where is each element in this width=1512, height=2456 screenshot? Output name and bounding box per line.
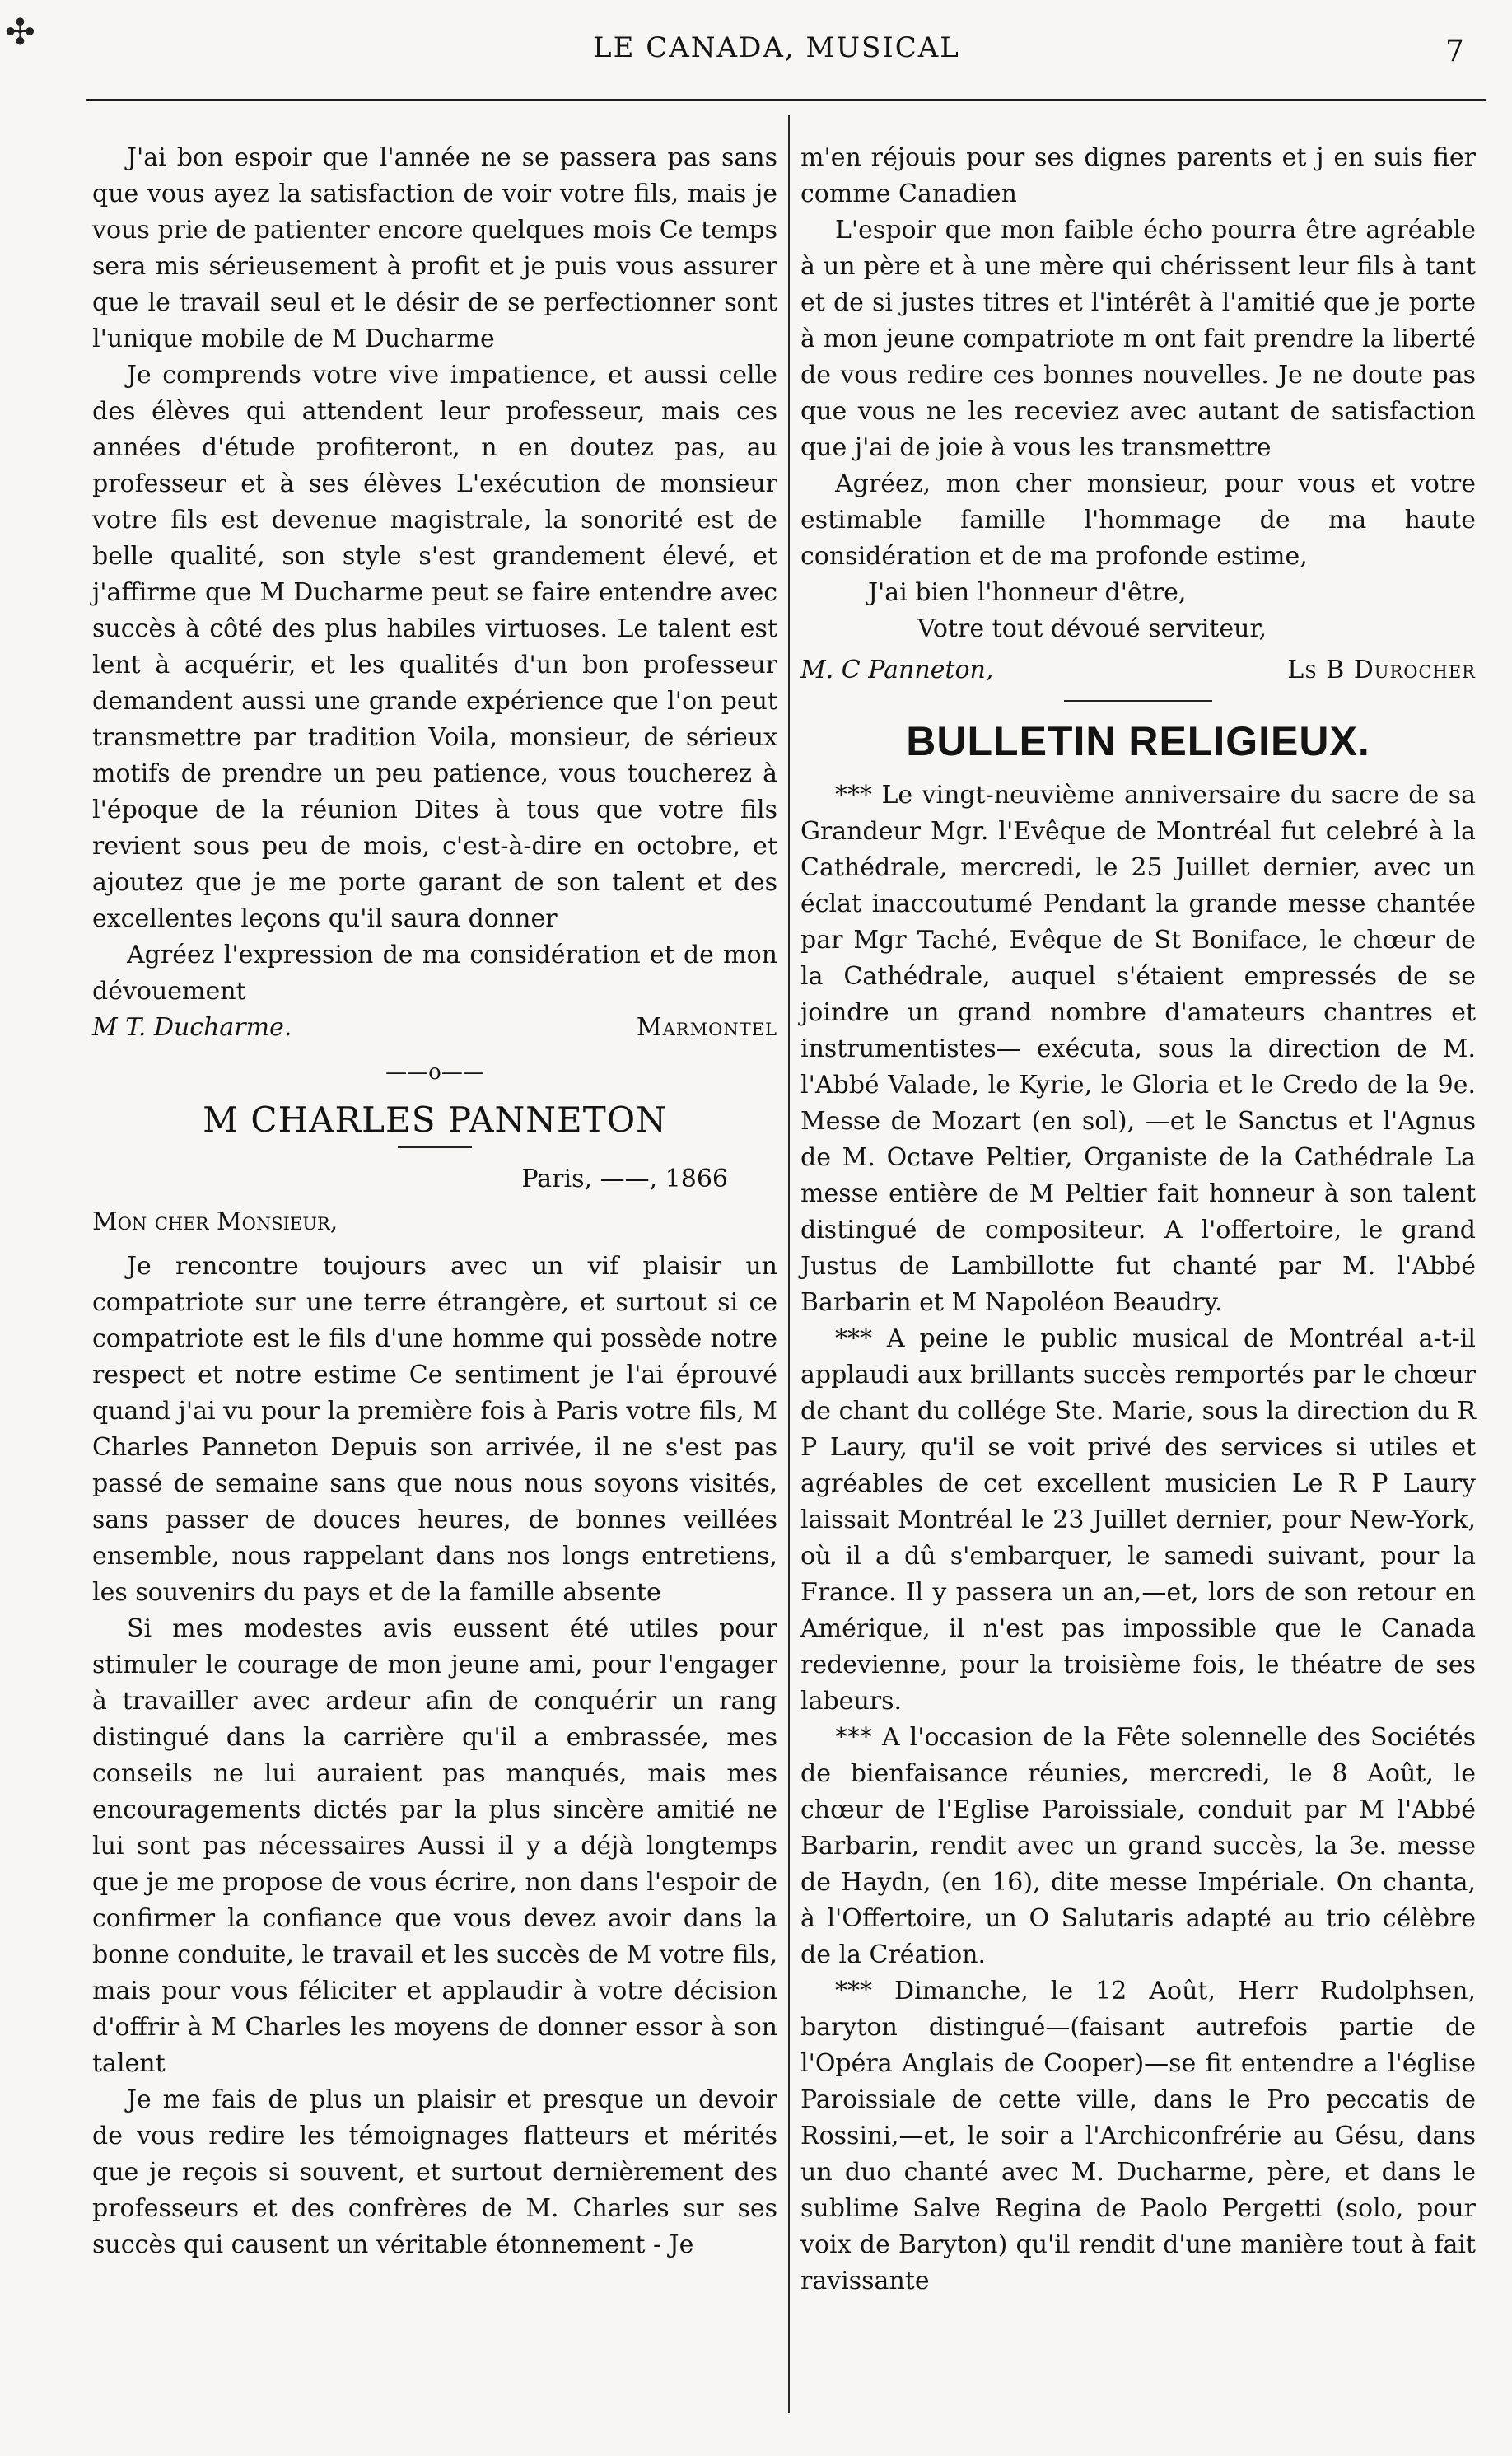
separator: ——o—— [385,1060,484,1085]
signature-left: M. C Panneton, [800,656,994,684]
paragraph: Je rencontre toujours avec un vif plaisir un compatriote sur une terre étrangère, et surtout si ce compatriote est le fils d'une homme qui possède notre respect et notre estime Ce sentiment je l'ai éprouvé quand j'ai vu pour la première fois à Paris votre fils, M Charles Panneton Depuis son arrivée, il ne s'est pas passé de semaine sans que nous nous soyons visités, sans passer de douces heures, de bonnes veillées ensemble, nous rappelant dans nos longs entretiens, les souvenirs du pays et de la famille absente [92,1252,777,1607]
paragraph: J'ai bon espoir que l'année ne se passera pas sans que vous ayez la satisfaction de voir votre fils, mais je vous prie de patienter encore quelques mois Ce temps sera mis sérieusement à profit et je puis vous assurer que le travail seul et le désir de se perfectionner sont l'unique mobile de M Ducharme [92,143,777,353]
letter-signature [92,1010,777,1046]
right-column [800,140,1476,2300]
title-rule [398,1146,472,1148]
paragraph: Je me fais de plus un plaisir et presque un devoir de vous redire les témoignages flatteurs et mérités que je reçois si souvent, et surtout dernièrement des professeurs et des confrères de M. Charles sur ses succès qui causent un véritable étonnement - Je [92,2085,777,2259]
section-rule [1064,700,1212,702]
header-rule [86,99,1486,101]
page-number: 7 [1445,35,1464,68]
left-column [92,140,777,2263]
running-head: LE CANADA, MUSICAL [593,31,960,64]
paragraph: Agréez l'expression de ma considération et de mon dévouement [92,941,777,1006]
paragraph: *** A l'occasion de la Fête solennelle des Sociétés de bienfaisance réunies, mercredi, le 8 Août, le chœur de l'Eglise Paroissiale, conduit par M l'Abbé Barbarin, rendit avec un grand succès, la 3e. messe de Haydn, (en 16), dite messe Impériale. On chanta, à l'Offertoire, un O Salutaris adapté au trio célèbre de la Création. [800,1723,1476,1969]
ornament-icon: ✣ [5,12,35,54]
closing-line: Votre tout dévoué serviteur, [917,614,1267,643]
paragraph: m'en réjouis pour ses dignes parents et j en suis fier comme Canadien [800,143,1476,208]
article-title: M CHARLES PANNETON [203,1100,667,1140]
signature-right: Ls B Durocher [1287,656,1476,684]
paragraph: Si mes modestes avis eussent été utiles pour stimuler le courage de mon jeune ami, pour l'engager à travailler avec ardeur afin de conquérir un rang distingué dans la carrière qu'il a embrassée, mes conseils ne lui auraient pas manqués, mais mes encouragements dictés par la plus sincère amitié ne lui sont pas nécessaires Aussi il y a déjà longtemps que je me propose de vous écrire, non dans l'espoir de confirmer la confiance que vous devez avoir dans la bonne conduite, le travail et les succès de M votre fils, mais pour vous féliciter et applaudir à votre décision d'offrir à M Charles les moyens de donner essor à son talent [92,1614,777,2078]
paragraph: Je comprends votre vive impatience, et aussi celle des élèves qui attendent leur professeur, mais ces années d'étude profiteront, n en doutez pas, au professeur et à ses élèves L'exécution de monsieur votre fils est devenue magistrale, la sonorité est de belle qualité, son style s'est grandement élevé, et j'affirme que M Ducharme peut se faire entendre avec succès à côté des plus habiles virtuoses. Le talent est lent à acquérir, et les qualités d'un bon professeur demandent aussi une grande expérience que l'on peut transmettre par tradition Voila, monsieur, de sérieux motifs de prendre un peu patience, vous toucherez à l'époque de la réunion Dites à tous que votre fils revient sous peu de mois, c'est-à-dire en octobre, et ajoutez que je me porte garant de son talent et des excellentes leçons qu'il saura donner [92,361,777,933]
signature-right: Marmontel [636,1013,777,1042]
signature-left: M T. Ducharme. [92,1013,292,1042]
salutation: Mon cher Monsieur, [92,1207,338,1236]
column-divider [788,115,790,2413]
letter-signature [800,652,1476,689]
dateline: Paris, ——, 1866 [521,1165,728,1193]
closing-line: J'ai bien l'honneur d'être, [868,578,1187,607]
paragraph: *** Le vingt-neuvième anniversaire du sacre de sa Grandeur Mgr. l'Evêque de Montréal fut celebré à la Cathédrale, mercredi, le 25 Juillet dernier, avec un éclat inaccoutumé Pendant la grande messe chantée par Mgr Taché, Evêque de St Boniface, le chœur de la Cathédrale, auquel s'étaient empressés de se joindre un grand nombre d'amateurs chantres et instrumentistes— exécuta, sous la direction de M. l'Abbé Valade, le Kyrie, le Gloria et le Credo de la 9e. Messe de Mozart (en sol), —et le Sanctus et l'Agnus de M. Octave Peltier, Organiste de la Cathédrale La messe entière de M Peltier fait honneur à son talent distingué de compositeur. A l'offertoire, le grand Justus de Lambillotte fut chanté par M. l'Abbé Barbarin et M Napoléon Beaudry. [800,781,1476,1317]
section-title: BULLETIN RELIGIEUX. [906,718,1370,764]
paragraph: *** A peine le public musical de Montréal a-t-il applaudi aux brillants succès remportés par le chœur de chant du collége Ste. Marie, sous la direction du R P Laury, qu'il se voit privé des services si utiles et agréables de cet excellent musicien Le R P Laury laissait Montréal le 23 Juillet dernier, pour New-York, où il a dû s'embarquer, le samedi suivant, pour la France. Il y passera un an,—et, lors de son retour en Amérique, il n'est pas impossible que le Canada redevienne, pour la troisième fois, le théatre de ses labeurs. [800,1324,1476,1716]
paragraph: L'espoir que mon faible écho pourra être agréable à un père et à une mère qui chérissent leur fils à tant et de si justes titres et l'intérêt à l'amitié que je porte à mon jeune compatriote m ont fait prendre la liberté de vous redire ces bonnes nouvelles. Je ne doute pas que vous ne les receviez avec autant de satisfaction que j'ai de joie à vous les transmettre [800,216,1476,462]
paragraph: Agréez, mon cher monsieur, pour vous et votre estimable famille l'hommage de ma haute considération et de ma profonde estime, [800,469,1476,571]
paragraph: *** Dimanche, le 12 Août, Herr Rudolphsen, baryton distingué—(faisant autrefois partie de l'Opéra Anglais de Cooper)—se fit entendre a l'église Paroissiale de cette ville, dans le Pro peccatis de Rossini,—et, le soir a l'Archiconfrérie au Gésu, dans un duo chanté avec M. Ducharme, père, et dans le sublime Salve Regina de Paolo Pergetti (solo, pour voix de Baryton) qu'il rendit d'une manière tout à fait ravissante [800,1977,1476,2295]
